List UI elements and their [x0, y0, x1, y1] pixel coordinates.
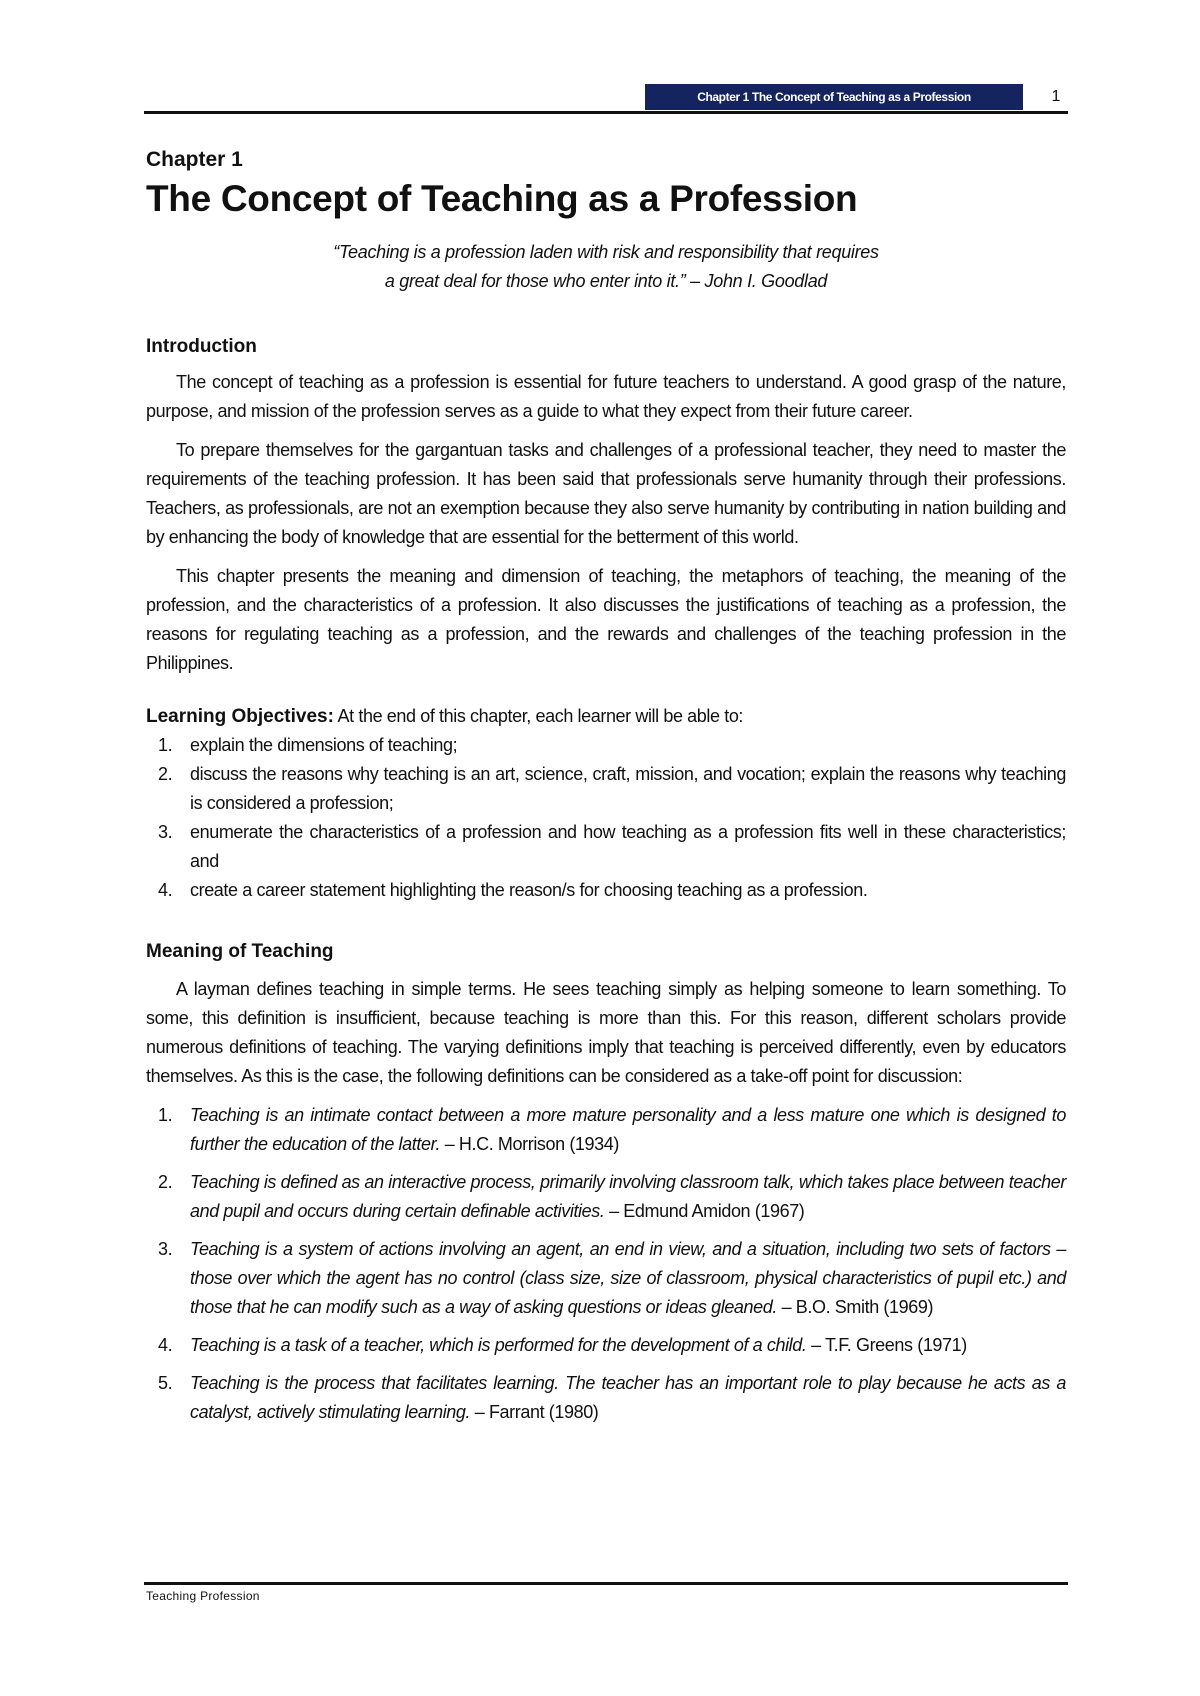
introduction-body — [146, 368, 1066, 678]
definition-source: – H.C. Morrison (1934) — [440, 1134, 619, 1154]
page-number: 1 — [1051, 88, 1061, 105]
definition-quote: Teaching is an intimate contact between a more mature personality and a less mature one which is designed to further the education of the latter. — [190, 1105, 1066, 1154]
header-divider — [144, 111, 1068, 114]
definition-source: – Edmund Amidon (1967) — [604, 1201, 805, 1221]
learning-objectives-list — [146, 731, 1066, 905]
definition-item — [146, 1235, 1066, 1322]
epigraph-quote — [146, 238, 1066, 296]
list-item-number: 3. — [158, 822, 173, 842]
introduction-heading: Introduction — [146, 336, 257, 357]
list-item-number: 2. — [158, 1172, 173, 1192]
definition-item — [146, 1331, 1066, 1360]
learning-objectives-lead: At the end of this chapter, each learner will be able to: — [333, 706, 744, 726]
definition-quote: Teaching is the process that facilitates learning. The teacher has an important role to play because he acts as a catalyst, actively stimulating learning. — [190, 1373, 1066, 1422]
definition-source: – T.F. Greens (1971) — [806, 1335, 967, 1355]
list-item — [146, 876, 1066, 905]
footer-text: Teaching Profession — [146, 1589, 260, 1603]
epigraph-line-2: a great deal for those who enter into it.” – John I. Goodlad — [384, 271, 828, 291]
running-header-title: Chapter 1 The Concept of Teaching as a Profession — [697, 90, 971, 104]
list-item-number: 4. — [158, 880, 173, 900]
epigraph-line-1: “Teaching is a profession laden with risk and responsibility that requires — [333, 242, 879, 262]
chapter-label: Chapter 1 — [146, 148, 243, 171]
footer-divider — [144, 1582, 1068, 1585]
list-item-number: 5. — [158, 1373, 173, 1393]
meaning-of-teaching-heading: Meaning of Teaching — [146, 941, 334, 962]
list-item-number: 3. — [158, 1239, 173, 1259]
page-content — [146, 146, 1066, 1436]
definition-quote: Teaching is a system of actions involving an agent, an end in view, and a situation, including two sets of factors – those over which the agent has no control (class size, size of classroom, physical characteristics of pupil etc.) and those that he can modify such as a way of asking questions or ideas gleaned. — [190, 1239, 1066, 1317]
meaning-of-teaching-paragraph: A layman defines teaching in simple terms. He sees teaching simply as helping someone to learn something. To some, this definition is insufficient, because teaching is more than this. For this reason, different scholars provide numerous definitions of teaching. The varying definitions imply that teaching is perceived differently, even by educators themselves. As this is the case, the following definitions can be considered as a take-off point for discussion: — [146, 979, 1066, 1086]
definition-item — [146, 1168, 1066, 1226]
list-item-text: enumerate the characteristics of a profession and how teaching as a profession fits well in these characteristics; and — [190, 822, 1066, 871]
list-item-number: 2. — [158, 764, 173, 784]
list-item-text: explain the dimensions of teaching; — [190, 735, 458, 755]
list-item-number: 1. — [158, 1105, 173, 1125]
learning-objectives-intro — [146, 702, 1066, 731]
definition-quote: Teaching is a task of a teacher, which is performed for the development of a child. — [190, 1335, 807, 1355]
list-item-number: 4. — [158, 1335, 173, 1355]
list-item-number: 1. — [158, 735, 173, 755]
definition-item — [146, 1369, 1066, 1427]
running-header-banner — [645, 84, 1023, 110]
definition-item — [146, 1101, 1066, 1159]
list-item — [146, 760, 1066, 818]
definition-quote: Teaching is defined as an interactive process, primarily involving classroom talk, which takes place between teacher and pupil and occurs during certain definable activities. — [190, 1172, 1066, 1221]
definition-source: – B.O. Smith (1969) — [776, 1297, 934, 1317]
definition-source: – Farrant (1980) — [470, 1402, 599, 1422]
list-item-text: create a career statement highlighting the reason/s for choosing teaching as a profession. — [190, 880, 868, 900]
introduction-paragraph: This chapter presents the meaning and dimension of teaching, the metaphors of teaching, the meaning of the profession, and the characteristics of a profession. It also discusses the justifications of teaching as a profession, the reasons for regulating teaching as a profession, and the rewards and challenges of the teaching profession in the Philippines. — [146, 566, 1066, 673]
chapter-title: The Concept of Teaching as a Profession — [146, 178, 858, 219]
learning-objectives-title: Learning Objectives: — [146, 706, 334, 727]
definitions-list — [146, 1101, 1066, 1427]
list-item-text: discuss the reasons why teaching is an art, science, craft, mission, and vocation; explain the reasons why teaching is considered a profession; — [190, 764, 1066, 813]
introduction-paragraph: The concept of teaching as a profession is essential for future teachers to understand. A good grasp of the nature, purpose, and mission of the profession serves as a guide to what they expect from their future career. — [146, 372, 1066, 421]
list-item — [146, 731, 1066, 760]
introduction-paragraph: To prepare themselves for the gargantuan tasks and challenges of a professional teacher, they need to master the requirements of the teaching profession. It has been said that professionals serve humanity through their professions. Teachers, as professionals, are not an exemption because they also serve humanity by contributing in nation building and by enhancing the body of knowledge that are essential for the betterment of this world. — [146, 440, 1066, 547]
list-item — [146, 818, 1066, 876]
